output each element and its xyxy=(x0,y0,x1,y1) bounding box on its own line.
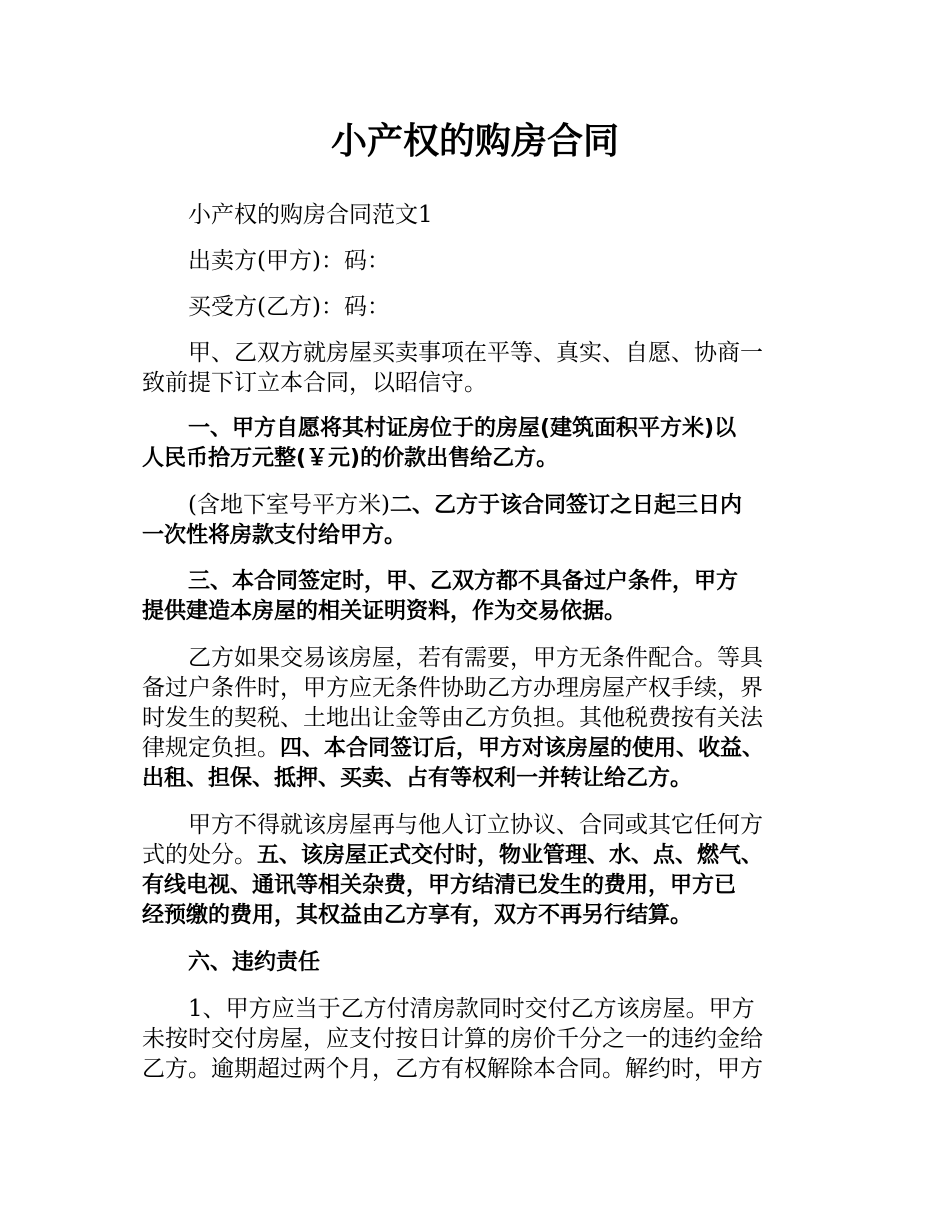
paragraph-clause-2 xyxy=(142,490,827,551)
clause-2-line-2: 一次性将房款支付给甲方。 xyxy=(142,523,407,548)
clause-5-heading: 五、该房屋正式交付时，物业管理、水、点、燃气、 xyxy=(257,843,764,868)
paragraph-clause-6-heading xyxy=(142,947,827,978)
document-title: 小产权的购房合同 xyxy=(330,121,619,162)
preamble-line-1: 甲、乙双方就房屋买卖事项在平等、真实、自愿、协商一 xyxy=(188,340,763,366)
clause-4-heading: 四、本合同签订后，甲方对该房屋的使用、收益、 xyxy=(280,736,765,761)
clause-4-line-4 xyxy=(142,733,827,764)
clause-2-line-1 xyxy=(142,490,827,521)
clause-5-line-3: 有线电视、通讯等相关杂费，甲方结清已发生的费用，甲方已 xyxy=(142,873,737,898)
clause-4-line-1: 乙方如果交易该房屋，若有需要，甲方无条件配合。等具 xyxy=(188,645,763,671)
clause-2-heading: 二、乙方于该合同签订之日起三日内 xyxy=(389,493,742,518)
clause-5-line-2 xyxy=(142,840,827,871)
preamble-line-2: 致前提下订立本合同，以昭信守。 xyxy=(142,370,487,396)
paragraph-clause-5 xyxy=(142,810,827,931)
document-body xyxy=(142,200,827,1084)
clause-5-line-4: 经预缴的费用，其权益由乙方享有，双方不再另行结算。 xyxy=(142,903,693,928)
clause-6-heading: 六、违约责任 xyxy=(188,950,321,975)
clause-2-prefix: (含地下室号平方米) xyxy=(188,492,390,518)
paragraph-subtitle xyxy=(142,200,827,230)
paragraph-seller xyxy=(142,246,827,276)
clause-3-line-1: 三、本合同签定时，甲、乙双方都不具备过户条件，甲方 xyxy=(188,569,739,594)
clause-6-1-line-1: 1、甲方应当于乙方付清房款同时交付乙方该房屋。甲方 xyxy=(188,996,755,1022)
clause-5-prefix: 式的处分。 xyxy=(142,842,257,868)
clause-4-line-2: 备过户条件时，甲方应无条件协助乙方办理房屋产权手续，界 xyxy=(142,675,763,701)
clause-4-line-3: 时发生的契税、土地出让金等由乙方负担。其他税费按有关法 xyxy=(142,705,763,731)
buyer-text: 买受方(乙方)：码： xyxy=(188,294,390,320)
clause-3-line-2: 提供建造本房屋的相关证明资料，作为交易依据。 xyxy=(142,599,627,624)
clause-4-prefix: 律规定负担。 xyxy=(142,735,280,761)
paragraph-clause-3 xyxy=(142,567,827,627)
clause-1-line-2: 人民币拾万元整(￥元)的价款出售给乙方。 xyxy=(142,446,559,471)
clause-6-1-line-2: 未按时交付房屋，应支付按日计算的房价千分之一的违约金给 xyxy=(142,1026,763,1052)
clause-6-1-line-3: 乙方。逾期超过两个月，乙方有权解除本合同。解约时，甲方 xyxy=(142,1056,763,1082)
subtitle-text: 小产权的购房合同范文1 xyxy=(188,202,433,228)
seller-text: 出卖方(甲方)：码： xyxy=(188,248,390,274)
paragraph-clause-4 xyxy=(142,643,827,794)
paragraph-clause-1 xyxy=(142,414,827,474)
paragraph-preamble xyxy=(142,338,827,398)
clause-4-line-5: 出租、担保、抵押、买卖、占有等权利一并转让给乙方。 xyxy=(142,766,693,791)
clause-5-line-1: 甲方不得就该房屋再与他人订立协议、合同或其它任何方 xyxy=(188,812,763,838)
paragraph-clause-6-1 xyxy=(142,994,827,1084)
clause-1-line-1: 一、甲方自愿将其村证房位于的房屋(建筑面积平方米)以 xyxy=(188,416,737,441)
paragraph-buyer xyxy=(142,292,827,322)
